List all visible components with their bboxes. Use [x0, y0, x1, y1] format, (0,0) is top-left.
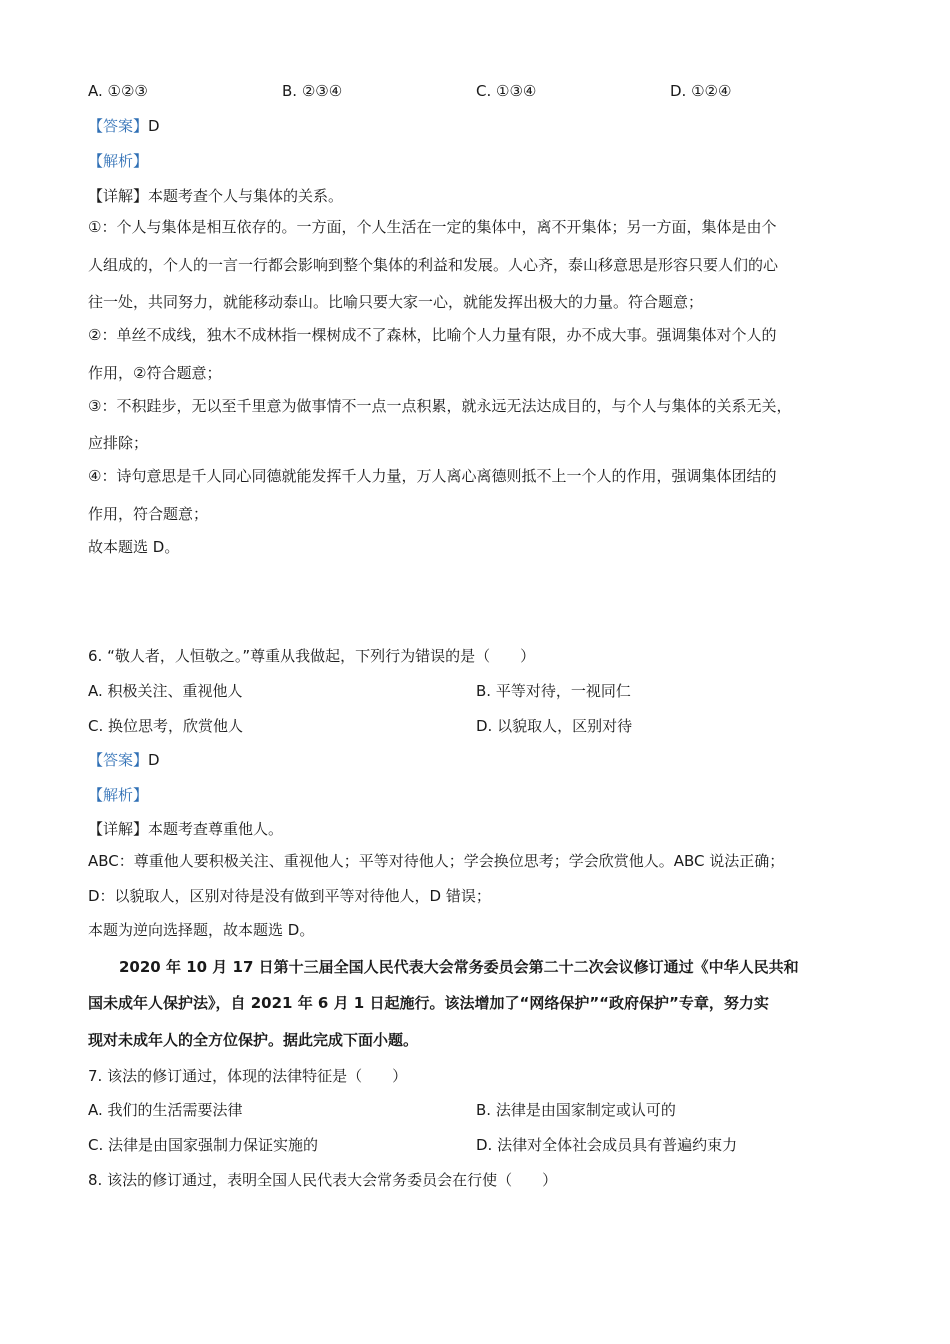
q7-option-b: B. 法律是由国家制定或认可的: [476, 1101, 676, 1119]
answer-tag: 【答案】: [88, 117, 149, 135]
q5-option-c: C. ①③④: [476, 82, 537, 100]
q6-detail-line: 本题为逆向选择题，故本题选 D。: [88, 921, 315, 939]
q7-option-c: C. 法律是由国家强制力保证实施的: [88, 1136, 319, 1154]
q7-option-a: A. 我们的生活需要法律: [88, 1101, 243, 1119]
q6-option-d: D. 以貌取人，区别对待: [476, 717, 633, 735]
q5-detail-line: 往一处，共同努力，就能移动泰山。比喻只要大家一心，就能发挥出极大的力量。符合题意；: [88, 293, 704, 311]
q5-option-a: A. ①②③: [88, 82, 148, 100]
passage-line: 国未成年人保护法》，自 2021 年 6 月 1 日起施行。该法增加了“网络保护”“政府保护”专章，努力实: [88, 994, 769, 1012]
q5-detail-line: ④：诗句意思是千人同心同德就能发挥千人力量，万人离心离德则抵不上一个人的作用，强调集体团结的: [88, 467, 777, 485]
q6-question: 6. “敬人者，人恒敬之。”尊重从我做起，下列行为错误的是（ ）: [88, 647, 536, 665]
passage-line: 现对未成年人的全方位保护。据此完成下面小题。: [88, 1031, 419, 1049]
q5-detail-line: 人组成的，个人的一言一行都会影响到整个集体的利益和发展。人心齐，泰山移意思是形容只要人们的心: [88, 256, 779, 274]
q5-detail-line: ③：不积跬步，无以至千里意为做事情不一点一点积累，就永远无法达成目的，与个人与集体的关系无关，: [88, 397, 792, 415]
q5-detail-line: ①：个人与集体是相互依存的。一方面，个人生活在一定的集体中，离不开集体；另一方面，集体是由个: [88, 218, 777, 236]
q5-answer: [88, 116, 160, 136]
q6-detail-line: D：以貌取人，区别对待是没有做到平等对待他人，D 错误；: [88, 887, 491, 905]
q6-answer: [88, 750, 160, 770]
q5-detail-line: 作用，②符合题意；: [88, 364, 222, 382]
answer-value: D: [148, 117, 160, 135]
q6-option-c: C. 换位思考，欣赏他人: [88, 717, 244, 735]
q6-detail-line: ABC：尊重他人要积极关注、重视他人；平等对待他人；学会换位思考；学会欣赏他人。ABC 说法正确；: [88, 852, 785, 870]
q8-question: 8. 该法的修订通过，表明全国人民代表大会常务委员会在行使（ ）: [88, 1171, 558, 1189]
answer-value: D: [148, 751, 160, 769]
answer-tag: 【答案】: [88, 751, 149, 769]
q6-option-a: A. 积极关注、重视他人: [88, 682, 243, 700]
q6-option-b: B. 平等对待，一视同仁: [476, 682, 631, 700]
q5-detail-line: ②：单丝不成线，独木不成林指一棵树成不了森林，比喻个人力量有限，办不成大事。强调集体对个人的: [88, 326, 777, 344]
q5-analysis-tag: 【解析】: [88, 152, 149, 170]
q7-question: 7. 该法的修订通过，体现的法律特征是（ ）: [88, 1067, 408, 1085]
q7-option-d: D. 法律对全体社会成员具有普遍约束力: [476, 1136, 738, 1154]
q5-option-b: B. ②③④: [282, 82, 343, 100]
q5-option-d: D. ①②④: [670, 82, 732, 100]
q5-detail-line: 【详解】本题考查个人与集体的关系。: [88, 187, 344, 205]
q5-detail-line: 应排除；: [88, 434, 149, 452]
q6-analysis-tag: 【解析】: [88, 786, 149, 804]
q6-detail-line: 【详解】本题考查尊重他人。: [88, 820, 284, 838]
q5-detail-line: 故本题选 D。: [88, 538, 180, 556]
q5-detail-line: 作用，符合题意；: [88, 505, 209, 523]
passage-line: 2020 年 10 月 17 日第十三届全国人民代表大会常务委员会第二十二次会议修订通过《中华人民共和: [119, 958, 799, 976]
